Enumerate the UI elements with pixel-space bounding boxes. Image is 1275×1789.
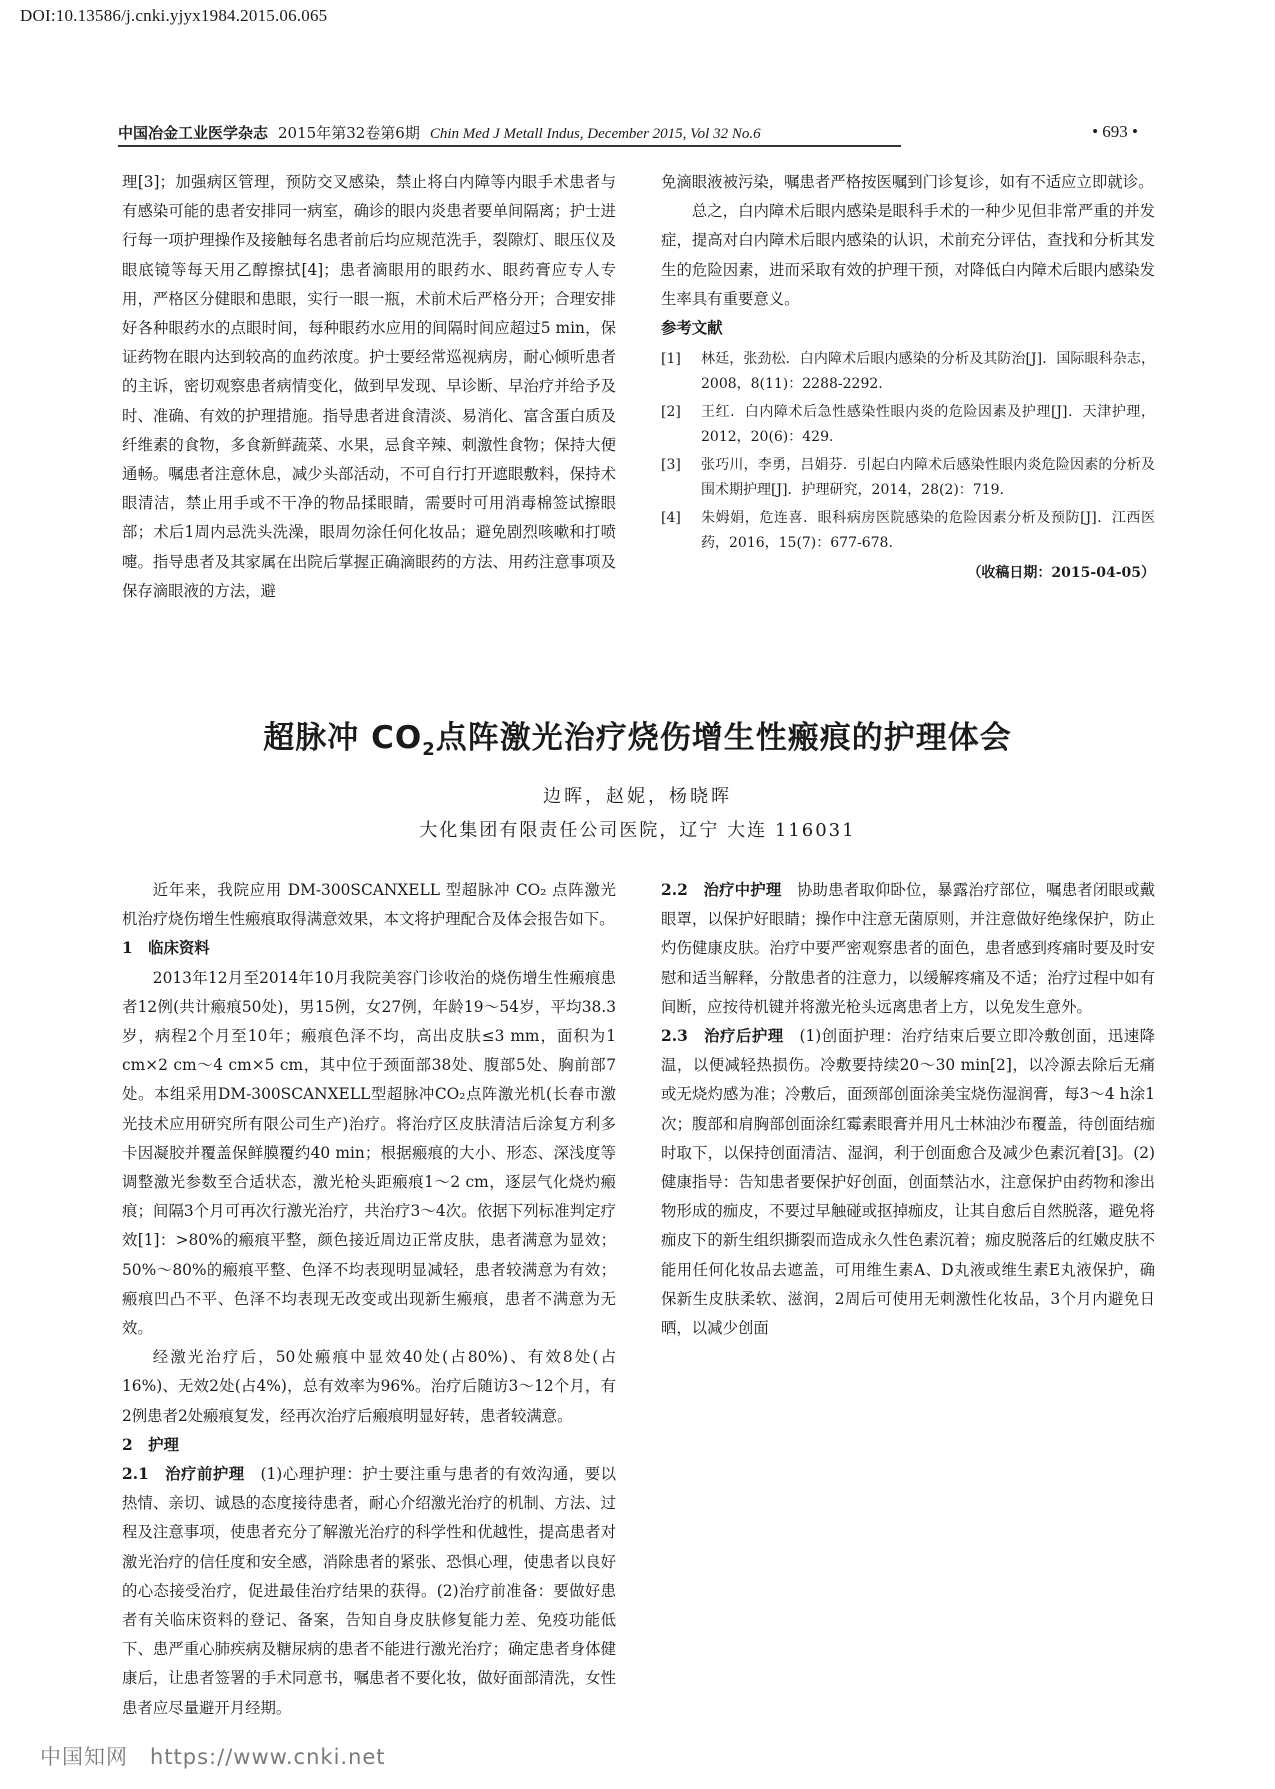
reference-number: [2] — [661, 404, 681, 421]
reference-item — [661, 347, 1155, 397]
prev-article-left-column — [122, 168, 616, 606]
article-left-column — [122, 876, 616, 1723]
reference-item — [661, 400, 1155, 450]
reference-item — [661, 506, 1155, 556]
article-right-column — [661, 876, 1155, 1343]
reference-number: [1] — [661, 351, 681, 368]
page-number: • 693 • — [1092, 122, 1138, 141]
title-part-2: 点阵激光治疗烧伤增生性瘢痕的护理体会 — [435, 720, 1012, 756]
section-2-heading: 2 护理 — [122, 1435, 179, 1454]
running-head — [118, 122, 1138, 143]
section-2-3-text: (1)创面护理：治疗结束后要立即冷敷创面，迅速降温，以便减轻热损伤。冷敷要持续20～30 min[2]，以冷源去除后无痛或无烧灼感为准；冷敷后，面颈部创面涂美宝烧伤湿润膏，每3～4 h涂1次；腹部和肩胸部创面涂红霉素眼膏并用凡士林油沙布覆盖，待创面结痂时取下，以保持创面清洁、湿润，利于创面愈合及减少色素沉着[3]。(2)健康指导：告知患者要保护好创面，创面禁沾水，注意保护由药物和渗出物形成的痂皮，不要过早触碰或抠掉痂皮，让其自愈后自然脱落，避免将痂皮下的新生组织撕裂而造成永久性色素沉着；痂皮脱落后的红嫩皮肤不能用任何化妆品去遮盖，可用维生素A、D丸液或维生素E丸液保护，确保新生皮肤柔软、滋润，2周后可使用无刺激性化妆品，3个月内避免日晒，以减少创面 — [661, 1027, 1155, 1338]
prev-article-right-text1: 免滴眼液被污染，嘱患者严格按医嘱到门诊复诊，如有不适应立即就诊。 — [661, 173, 1154, 191]
section-2-1-heading: 2.1 治疗前护理 — [122, 1465, 245, 1484]
received-date: （收稿日期：2015-04-05） — [967, 565, 1155, 582]
reference-number: [4] — [661, 510, 681, 527]
section-2-1-text: (1)心理护理：护士要注重与患者的有效沟通，要以热情、亲切、诚恳的态度接待患者，耐心介绍激光治疗的机制、方法、过程及注意事项，使患者充分了解激光治疗的科学性和优越性，提高患者对激光治疗的信任度和安全感，消除患者的紧张、恐惧心理，使患者以良好的心态接受治疗，促进最佳治疗结果的获得。(2)治疗前准备：要做好患者有关临床资料的登记、备案，告知自身皮肤修复能力差、免疫功能低下、患严重心肺疾病及糖尿病的患者不能进行激光治疗；确定患者身体健康后，让患者签署的手术同意书，嘱患者不要化妆，做好面部清洗，女性患者应尽量避开月经期。 — [122, 1465, 616, 1717]
reference-text: 王红．白内障术后急性感染性眼内炎的危险因素及护理[J]．天津护理，2012，20(6)：429. — [701, 404, 1155, 446]
title-part-1: 超脉冲 CO — [263, 720, 423, 756]
article-title — [0, 712, 1275, 760]
prev-article-conclusion: 总之，白内障术后眼内感染是眼科手术的一种少见但非常严重的并发症，提高对白内障术后眼内感染的认识，术前充分评估，查找和分析其发生的危险因素，进而采取有效的护理干预，对降低白内障术后眼内感染发生率具有重要意义。 — [661, 202, 1155, 308]
header-rule — [118, 145, 901, 147]
authors: 边晖，赵妮，杨晓晖 — [543, 786, 732, 807]
journal-name-cn: 中国冶金工业医学杂志 — [118, 124, 269, 142]
references-title: 参考文献 — [661, 319, 723, 338]
reference-item — [661, 453, 1155, 503]
section-2-1-paragraph — [122, 1460, 616, 1723]
references-list — [661, 347, 1155, 556]
section-2-2-paragraph — [661, 876, 1155, 1022]
issue-info: 2015年第32卷第6期 — [278, 124, 420, 142]
section-1-paragraph-2: 经激光治疗后，50处瘢痕中显效40处(占80%)、有效8处(占16%)、无效2处(占4%)，总有效率为96%。治疗后随访3～12个月，有2例患者2处瘢痕复发，经再次治疗后瘢痕明显好转，患者较满意。 — [122, 1348, 616, 1425]
title-subscript: 2 — [422, 739, 436, 761]
reference-text: 朱姆娟，危连喜．眼科病房医院感染的危险因素分析及预防[J]．江西医药，2016，15(7)：677-678. — [701, 510, 1155, 552]
journal-name-en: Chin Med J Metall Indus, December 2015, Vol 32 No.6 — [429, 126, 761, 142]
affiliation: 大化集团有限责任公司医院，辽宁 大连 116031 — [419, 820, 856, 841]
section-1-paragraph-1: 2013年12月至2014年10月我院美容门诊收治的烧伤增生性瘢痕患者12例(共计瘢痕50处)，男15例，女27例，年龄19～54岁，平均38.3岁，病程2个月至10年；瘢痕色泽不均，高出皮肤≤3 mm，面积为1 cm×2 cm～4 cm×5 cm，其中位于颈面部38处、腹部5处、胸前部7处。本组采用DM-300SCANXELL型超脉冲CO₂点阵激光机(长春市激光技术应用研究所有限公司生产)治疗。将治疗区皮肤清洁后涂复方利多卡因凝胶并覆盖保鲜膜覆约40 min；根据瘢痕的大小、形态、深浅度等调整激光参数至合适状态，激光枪头距瘢痕1～2 cm，逐层气化烧灼瘢痕；间隔3个月可再次行激光治疗，共治疗3～4次。依据下列标准判定疗效[1]：>80%的瘢痕平整，颜色接近周边正常皮肤，患者满意为显效；50%～80%的瘢痕平整、色泽不均表现明显减轻，患者较满意为有效；瘢痕凹凸不平、色泽不均表现无改变或出现新生瘢痕，患者不满意为无效。 — [122, 968, 616, 1338]
section-2-3-paragraph — [661, 1022, 1155, 1343]
prev-article-left-text: 理[3]；加强病区管理，预防交叉感染，禁止将白内障等内眼手术患者与有感染可能的患者安排同一病室，确诊的眼内炎患者要单间隔离；护士进行每一项护理操作及接触每名患者前后均应规范洗手，裂隙灯、眼压仪及眼底镜等每天用乙醇擦拭[4]；患者滴眼用的眼药水、眼药膏应专人专用，严格区分健眼和患眼，实行一眼一瓶，术前术后严格分开；合理安排好各种眼药水的点眼时间，每种眼药水应用的间隔时间应超过5 min，保证药物在眼内达到较高的血药浓度。护士要经常巡视病房，耐心倾听患者的主诉，密切观察患者病情变化，做到早发现、早诊断、早治疗并给予及时、准确、有效的护理措施。指导患者进食清淡、易消化、富含蛋白质及纤维素的食物，多食新鲜蔬菜、水果，忌食辛辣、刺激性食物；保持大便通畅。嘱患者注意休息，减少头部活动，不可自行打开遮眼敷料，保持术眼清洁，禁止用手或不干净的物品揉眼睛，需要时可用消毒棉签试擦眼部；术后1周内忌洗头洗澡，眼周勿涂任何化妆品；避免剧烈咳嗽和打喷嚏。指导患者及其家属在出院后掌握正确滴眼药的方法、用药注意事项及保存滴眼液的方法，避 — [122, 173, 616, 600]
reference-text: 张巧川，李勇，吕娟芬．引起白内障术后感染性眼内炎危险因素的分析及围术期护理[J]．护理研究，2014，28(2)：719. — [701, 457, 1155, 499]
intro-paragraph: 近年来，我院应用 DM-300SCANXELL 型超脉冲 CO₂ 点阵激光机治疗烧伤增生性瘢痕取得满意效果，本文将护理配合及体会报告如下。 — [122, 881, 616, 929]
section-2-2-text: 协助患者取仰卧位，暴露治疗部位，嘱患者闭眼或戴眼罩，以保护好眼睛；操作中注意无菌原则，并注意做好绝缘保护，防止灼伤健康皮肤。治疗中要严密观察患者的面色，患者感到疼痛时要及时安慰和适当解释，分散患者的注意力，以缓解疼痛及不适；治疗过程中如有间断，应按待机键并将激光枪头远离患者上方，以免发生意外。 — [661, 881, 1155, 1016]
reference-text: 林廷，张劲松．白内障术后眼内感染的分析及其防治[J]．国际眼科杂志，2008，8(11)：2288-2292. — [701, 351, 1155, 393]
doi-line: DOI:10.13586/j.cnki.yjyx1984.2015.06.065 — [20, 6, 328, 25]
cnki-watermark: 中国知网 https://www.cnki.net — [40, 1745, 386, 1769]
section-2-2-heading: 2.2 治疗中护理 — [661, 881, 782, 899]
reference-number: [3] — [661, 457, 681, 474]
section-1-heading: 1 临床资料 — [122, 939, 210, 958]
section-2-3-heading: 2.3 治疗后护理 — [661, 1027, 784, 1046]
prev-article-right-column — [661, 168, 1155, 588]
